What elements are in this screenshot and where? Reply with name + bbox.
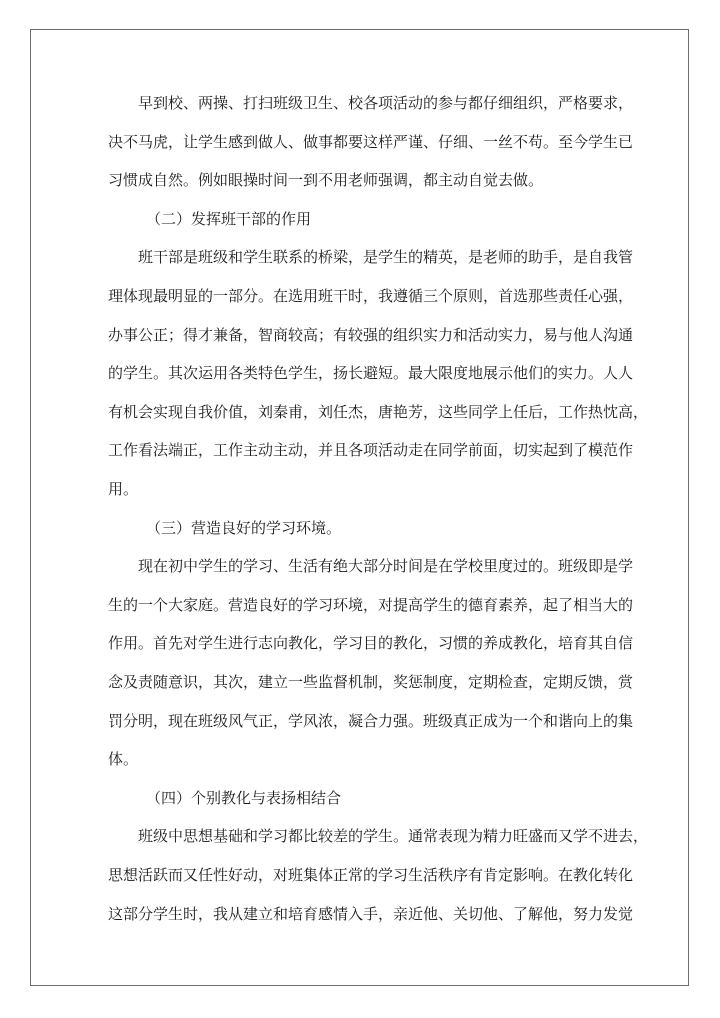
text-line: 早到校、两操、打扫班级卫生、校各项活动的参与都仔细组织，严格要求，: [138, 94, 634, 112]
text-line: 生的一个大家庭。营造良好的学习环境，对提高学生的德育素养，起了相当大的: [108, 595, 634, 614]
section-heading: （二）发挥班干部的作用: [146, 209, 312, 228]
text-line: 办事公正；得才兼备，智商较高；有较强的组织实力和活动实力，易与他人沟通: [108, 325, 634, 344]
text-line: 习惯成自然。例如眼操时间一到不用老师强调，都主动自觉去做。: [108, 171, 544, 190]
text-line: 罚分明，现在班级风气正，学风浓，凝合力强。班级真正成为一个和谐向上的集: [108, 711, 634, 730]
section-heading: （四）个别教化与表扬相结合: [146, 788, 342, 807]
text-line: 现在初中学生的学习、生活有绝大部分时间是在学校里度过的。班级即是学: [138, 557, 634, 576]
text-line: 决不马虎，让学生感到做人、做事都要这样严谨、仔细、一丝不苟。至今学生已: [108, 132, 634, 151]
text-line: 班级中思想基础和学习都比较差的学生。通常表现为精力旺盛而又学不进去，: [138, 827, 649, 846]
text-line: 用。: [108, 480, 139, 498]
text-line: 念及责随意识，其次，建立一些监督机制，奖惩制度，定期检查，定期反馈，赏: [108, 673, 634, 691]
section-heading: （三）营造良好的学习环境。: [146, 518, 342, 537]
text-line: 理体现最明显的一部分。在选用班干时，我遵循三个原则，首选那些责任心强，: [108, 287, 634, 305]
text-line: 作用。首先对学生进行志向教化，学习目的教化，习惯的养成教化，培育其自信: [108, 634, 634, 653]
text-line: 工作看法端正，工作主动主动，并且各项活动走在同学前面，切实起到了模范作: [108, 441, 634, 460]
text-line: 有机会实现自我价值，刘秦甫，刘任杰，唐艳芳，这些同学上任后，工作热忱高，: [108, 402, 649, 421]
text-line: 这部分学生时，我从建立和培育感情入手，亲近他、关切他、了解他，努力发觉: [108, 904, 634, 923]
text-line: 体。: [108, 750, 139, 769]
text-line: 的学生。其次运用各类特色学生，扬长避短。最大限度地展示他们的实力。人人: [108, 364, 634, 383]
text-line: 思想活跃而又任性好动，对班集体正常的学习生活秩序有肯定影响。在教化转化: [108, 866, 634, 884]
text-line: 班干部是班级和学生联系的桥梁，是学生的精英，是老师的助手，是自我管: [138, 248, 634, 267]
